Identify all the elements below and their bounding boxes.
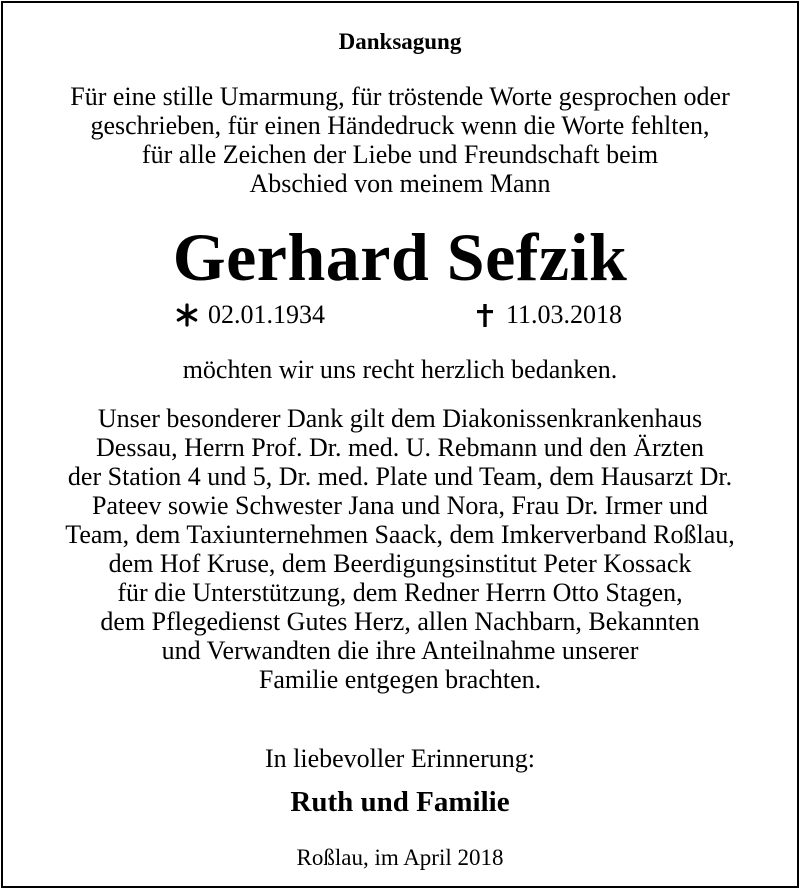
special-thanks-line: Unser besonderer Dank gilt dem Diakonissenkrankenhaus: [97, 404, 703, 433]
special-thanks-line: für die Unterstützung, dem Redner Herrn Otto Stagen,: [117, 578, 683, 607]
memory-line: In liebevoller Erinnerung:: [264, 744, 536, 773]
special-thanks-line: dem Pflegedienst Gutes Herz, allen Nachbarn, Bekannten: [100, 607, 700, 636]
notice-heading: Danksagung: [338, 29, 462, 54]
special-thanks-line: Dessau, Herrn Prof. Dr. med. U. Rebmann und den Ärzten: [96, 433, 704, 462]
special-thanks-line: Pateev sowie Schwester Jana und Nora, Frau Dr. Irmer und: [92, 491, 708, 520]
life-dates: [0, 300, 800, 332]
intro-line: geschrieben, für einen Händedruck wenn die Worte fehlten,: [90, 111, 710, 140]
special-thanks-line: dem Hof Kruse, dem Beerdigungsinstitut Peter Kossack: [108, 549, 692, 578]
special-thanks-text: [0, 404, 800, 694]
special-thanks-line: Familie entgegen brachten.: [258, 665, 542, 694]
cross-death-icon: [472, 302, 498, 328]
special-thanks-line: Team, dem Taxiunternehmen Saack, dem Imkerverband Roßlau,: [65, 520, 735, 549]
intro-text: [0, 82, 800, 198]
special-thanks-line: der Station 4 und 5, Dr. med. Plate und Team, dem Hausarzt Dr.: [67, 462, 733, 491]
intro-line: Für eine stille Umarmung, für tröstende Worte gesprochen oder: [70, 82, 730, 111]
birth-date: 02.01.1934: [208, 300, 325, 329]
deceased-name: Gerhard Sefzik: [172, 219, 628, 295]
place-and-date: Roßlau, im April 2018: [296, 845, 504, 870]
special-thanks-line: und Verwandten die ihre Anteilnahme unserer: [161, 636, 639, 665]
death-date-block: [472, 300, 622, 330]
death-date: 11.03.2018: [506, 300, 623, 329]
birth-date-block: [174, 300, 325, 330]
asterisk-birth-icon: [174, 302, 200, 328]
intro-line: Abschied von meinem Mann: [249, 169, 551, 198]
intro-line: für alle Zeichen der Liebe und Freundschaft beim: [141, 140, 659, 169]
thanks-line: möchten wir uns recht herzlich bedanken.: [182, 355, 618, 384]
signer-name: Ruth und Familie: [290, 786, 510, 818]
